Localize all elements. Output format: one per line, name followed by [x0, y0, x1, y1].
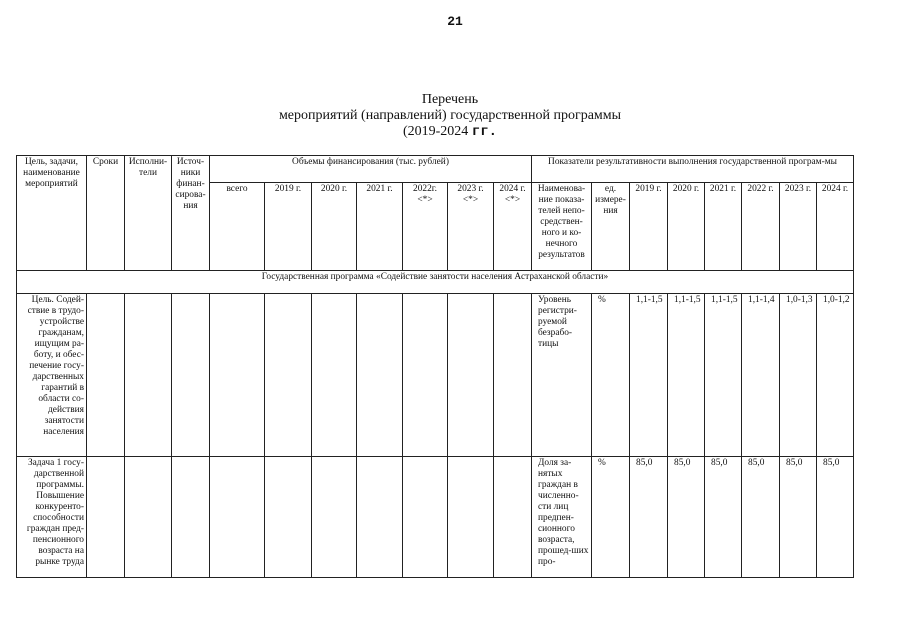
empty-cell: [357, 457, 403, 578]
header-funding-2019: 2019 г.: [265, 183, 312, 271]
row-value-2020: 1,1-1,5: [668, 294, 705, 457]
empty-cell: [87, 294, 125, 457]
empty-cell: [87, 457, 125, 578]
empty-cell: [312, 294, 357, 457]
row-value-2021: 1,1-1,5: [705, 294, 742, 457]
empty-cell: [172, 294, 210, 457]
empty-cell: [494, 457, 532, 578]
header-indicators-group: Показатели результативности выполнения государственной програм-мы: [532, 156, 854, 183]
row-value-2023: 1,0-1,3: [780, 294, 817, 457]
row-value-2022: 85,0: [742, 457, 780, 578]
header-funding-group: Объемы финансирования (тыс. рублей): [210, 156, 532, 183]
empty-cell: [210, 457, 265, 578]
empty-cell: [265, 457, 312, 578]
header-funding-2023: 2023 г. <*>: [448, 183, 494, 271]
header-executors: Исполни-тели: [125, 156, 172, 271]
header-indicator-2023: 2023 г.: [780, 183, 817, 271]
header-row-1: [17, 156, 854, 183]
header-indicator-2024: 2024 г.: [817, 183, 854, 271]
table-row: [17, 294, 854, 457]
program-table: [16, 155, 854, 578]
header-funding-2020: 2020 г.: [312, 183, 357, 271]
empty-cell: [448, 294, 494, 457]
header-terms: Сроки: [87, 156, 125, 271]
header-funding-total: всего: [210, 183, 265, 271]
row-indicator: Доля за-нятых граждан в численно-сти лиц предпен-сионного возраста, прошед-ших про-: [532, 457, 592, 578]
row-name: Задача 1 госу-дарственной программы. Повышение конкуренто-способности граждан пред-пенсионного возраста на рынке труда: [17, 457, 87, 578]
row-name: Цель. Содей-ствие в трудо-устройстве гражданам, ищущим ра-боту, и обес-печение госу-дарственных гарантий в области со-действия занятости населения: [17, 294, 87, 457]
header-indicator-2022: 2022 г.: [742, 183, 780, 271]
empty-cell: [403, 294, 448, 457]
row-value-2021: 85,0: [705, 457, 742, 578]
header-indicator-name: Наименова-ние показа-телей непо-средствен-ного и ко-нечного результатов: [532, 183, 592, 271]
header-indicator-2019: 2019 г.: [630, 183, 668, 271]
title-years-suffix: гг.: [471, 124, 498, 140]
empty-cell: [125, 457, 172, 578]
title-years: (2019-2024: [402, 124, 472, 139]
table-row: [17, 457, 854, 578]
row-value-2022: 1,1-1,4: [742, 294, 780, 457]
page-number: 21: [447, 14, 463, 29]
program-name: Государственная программа «Содействие занятости населения Астраханской области»: [17, 271, 854, 294]
header-funding-2022: 2022г. <*>: [403, 183, 448, 271]
header-funding-2024: 2024 г. <*>: [494, 183, 532, 271]
empty-cell: [357, 294, 403, 457]
header-goal: Цель, задачи, наименование мероприятий: [17, 156, 87, 271]
empty-cell: [312, 457, 357, 578]
row-unit: %: [592, 294, 630, 457]
row-indicator: Уровень регистри-руемой безрабо-тицы: [532, 294, 592, 457]
title-line-2: мероприятий (направлений) государственной программы: [278, 108, 622, 123]
row-value-2023: 85,0: [780, 457, 817, 578]
title-line-3: [200, 124, 700, 140]
row-value-2019: 85,0: [630, 457, 668, 578]
row-unit: %: [592, 457, 630, 578]
empty-cell: [494, 294, 532, 457]
title-line-1: Перечень: [421, 92, 479, 107]
row-value-2020: 85,0: [668, 457, 705, 578]
row-value-2024: 1,0-1,2: [817, 294, 854, 457]
program-row: [17, 271, 854, 294]
empty-cell: [265, 294, 312, 457]
header-indicator-2021: 2021 г.: [705, 183, 742, 271]
empty-cell: [403, 457, 448, 578]
empty-cell: [448, 457, 494, 578]
header-indicator-2020: 2020 г.: [668, 183, 705, 271]
document-title: [200, 92, 700, 140]
row-value-2019: 1,1-1,5: [630, 294, 668, 457]
row-value-2024: 85,0: [817, 457, 854, 578]
empty-cell: [210, 294, 265, 457]
empty-cell: [172, 457, 210, 578]
header-unit: ед. измере-ния: [592, 183, 630, 271]
header-sources: Источ-ники финан-сирова-ния: [172, 156, 210, 271]
empty-cell: [125, 294, 172, 457]
header-funding-2021: 2021 г.: [357, 183, 403, 271]
